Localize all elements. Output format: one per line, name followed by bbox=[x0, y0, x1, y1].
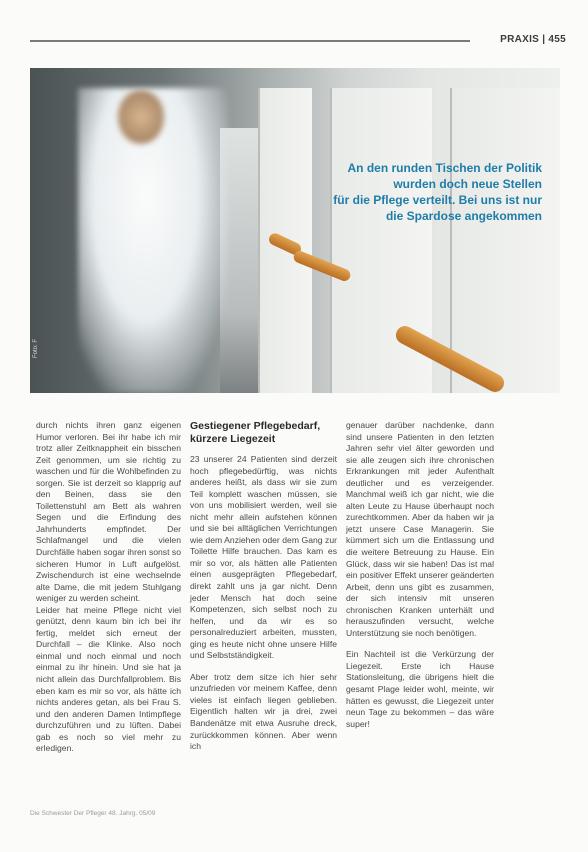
paragraph: Ein Nachteil ist die Verkürzung der Liegezeit. Erste ich Hause Stationsleitung, die übrigens hielt die gesamt Plage leider wohl, meinte, wir hätten es gewusst, die Liegezeit unter neun Tage zu bekommen – das wäre super! bbox=[346, 649, 494, 729]
page-footer: Die Schwester Der Pfleger 48. Jahrg. 05/09 bbox=[30, 810, 156, 817]
blurred-nurse-head bbox=[118, 90, 164, 144]
section-heading: Gestiegener Pflegebedarf, kürzere Liegezeit bbox=[190, 420, 321, 445]
pull-quote-line: für die Pflege verteilt. Bei uns ist nur bbox=[333, 193, 542, 207]
text-column-3 bbox=[346, 420, 494, 730]
text-column-1 bbox=[36, 420, 181, 755]
photo-credit: Foto: F bbox=[33, 338, 39, 358]
section-header: PRAXIS | 455 bbox=[500, 34, 566, 45]
header-rule bbox=[30, 40, 470, 42]
pull-quote bbox=[262, 160, 542, 224]
paragraph: Aber trotz dem sitze ich hier sehr unzufrieden vor meinem Kaffee, denn vieles ist einfach liegen geblieben. Eigentlich halten wir ja drei, zwei Bandenätze mit etwa Ausruhe dreck, zurückkommen können. Aber wenn ich bbox=[190, 671, 337, 752]
paragraph: genauer darüber nachdenke, dann sind unsere Patienten in den letzten Jahren sehr viel älter geworden und sie alle zeugen sich ihre chronischen Erkrankungen mit jeder Aufenthalt deutlicher und es verzeigender. Manchmal weiß ich gar nicht, wie die alten Leute zu Hause überhaupt noch zurechtkommen. Aber da haben wir ja jetzt unsere Case Managerin. Sie kümmert sich um die Entlassung und die weitere Betreuung zu Hause. Ein Glück, dass wir sie haben! Das ist mal ein positiver Effekt unserer geänderten Arbeit, denn uns gibt es zusammen, der sich intensiv mit unseren chronischen Kranken unterhält und herauszufinden versucht, welche Unterstützung sie noch benötigen. bbox=[346, 420, 494, 638]
door-panel bbox=[450, 88, 560, 393]
hospital-corridor-photo bbox=[30, 68, 560, 393]
paragraph: Leider hat meine Pflege nicht viel genützt, denn kaum bin ich bei ihr fertig, meldet sich erneut der Durchfall – die Klinke. Also noch einmal und noch einmal und noch einmal zu ihr hinein. Und sie hat ja nicht allein das Durchfallproblem. Bis eben kam es mir so vor, als hätte ich nichts anderes getan, als bei Frau S. und den anderen Damen Intimpflege durchzuführen und zu lüften. Dabei gab es noch so viel mehr zu erledigen. bbox=[36, 604, 181, 754]
pull-quote-line: An den runden Tischen der Politik bbox=[347, 161, 542, 175]
pull-quote-line: wurden doch neue Stellen bbox=[393, 177, 542, 191]
pull-quote-line: die Spardose angekommen bbox=[385, 209, 542, 223]
paragraph: durch nichts ihren ganz eigenen Humor verloren. Bei ihr habe ich mir trotz aller Zeitknappheit ein bisschen Zeit genommen, um sie richtig zu waschen und für die Wohlbefinden zu sorgen. Sie ist derzeit so klapprig auf den Beinen, dass sie den Toilettenstuhl am Bett als wahren Segen und die Erfindung des Jahrhunderts empfindet. Der Schlafmangel und die vielen Durchfälle haben sogar ihren sonst so sicheren Humor in Luft aufgelöst. Zwischendurch ist eine wechselnde alte Dame, die mit jedem Stuhlgang weniger zu werden scheint. bbox=[36, 420, 181, 604]
paragraph: 23 unserer 24 Patienten sind derzeit hoch pflegebedürftig, was nichts anderes heißt, als dass wir sie zum Teil komplett waschen müssen, sie von uns mobilisiert werden, weil sie nicht mehr allein aufstehen können und sie bei alltäglichen Verrichtungen wie dem Anziehen oder dem Gang zur Toilette Hilfe brauchen. Das kam es mir so vor, als hätten alle Patienten einen ausgeprägten Pflegebedarf, direkt zahlt uns ja gar nicht. Denn jeder Mensch hat doch seine Kompetenzen, sich selbst noch zu helfen, und da wir es so personalreduziert arbeiten, mussten, ging es heute nicht ohne unsere Hilfe und Selbstständigkeit. bbox=[190, 454, 337, 661]
text-column-2 bbox=[190, 420, 337, 753]
